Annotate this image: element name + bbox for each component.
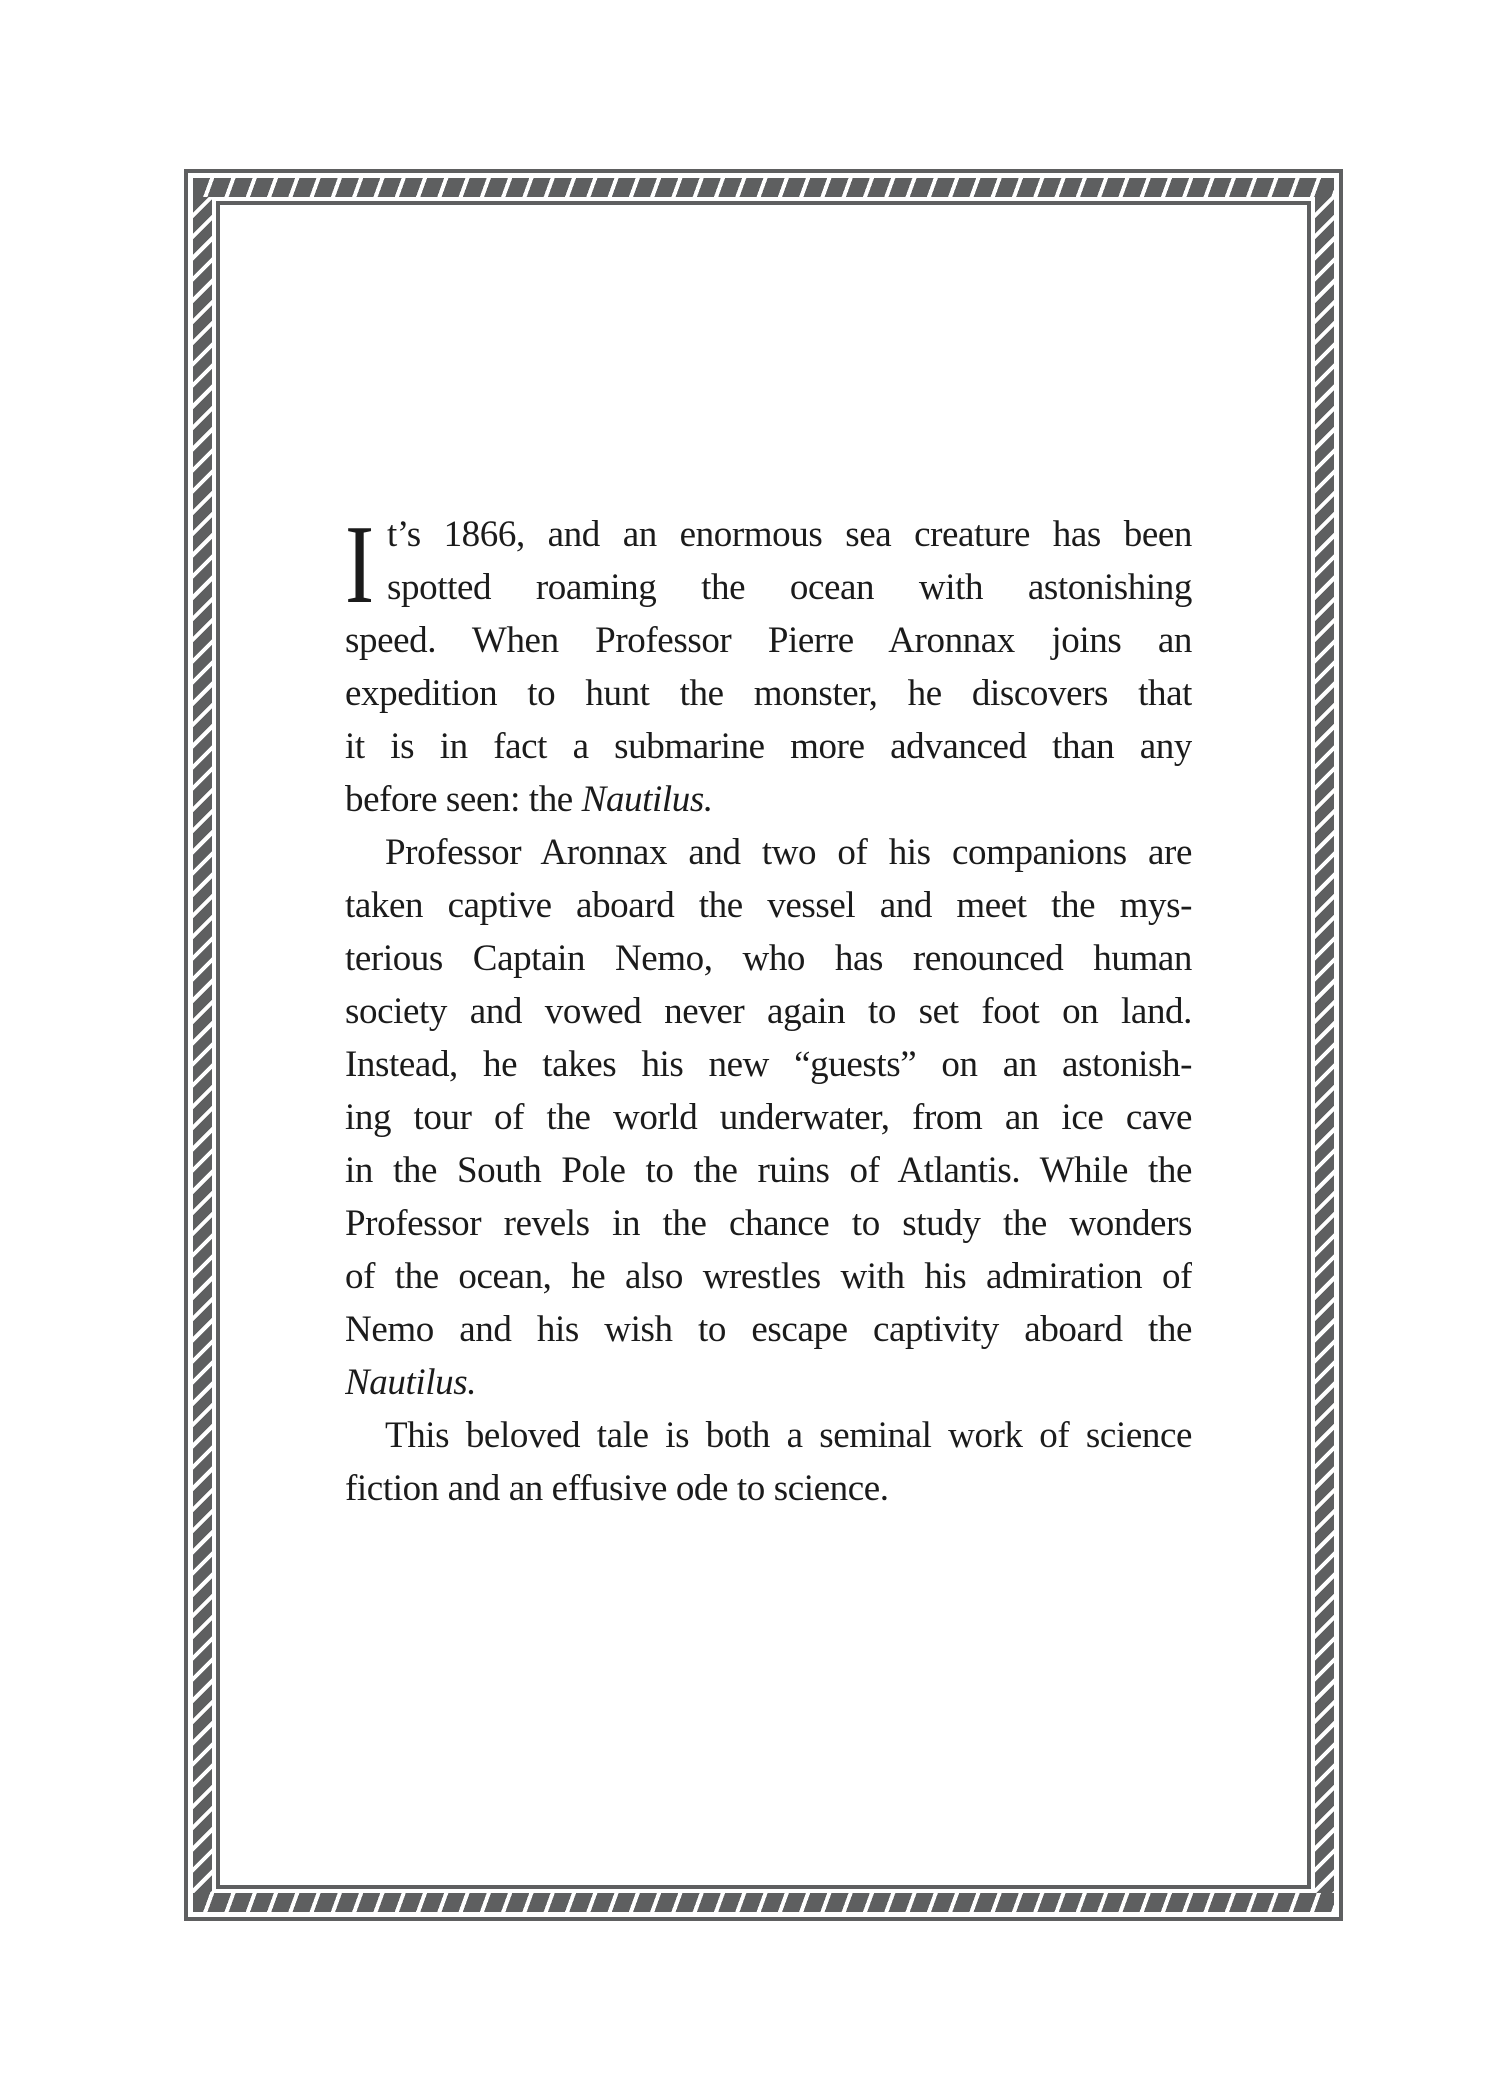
text-segment: Instead, he takes his new “guests” on an astonish- — [345, 1044, 1192, 1085]
text-segment: expedition to hunt the monster, he discovers that — [345, 673, 1192, 714]
rope-border-right — [1315, 197, 1334, 1893]
rope-border-left — [193, 197, 212, 1893]
decorative-rope-border — [184, 169, 1343, 1921]
text-segment: it is in fact a submarine more advanced than any — [345, 726, 1192, 767]
text-line — [345, 773, 1192, 826]
text-line — [345, 1409, 1192, 1462]
rope-band — [193, 178, 1334, 1912]
text-segment: Professor revels in the chance to study the wonders — [345, 1203, 1192, 1244]
text-segment: t’s 1866, and an enormous sea creature has been — [387, 514, 1192, 555]
text-segment: fiction and an effusive ode to science. — [345, 1468, 889, 1509]
text-segment: taken captive aboard the vessel and meet the mys- — [345, 885, 1192, 926]
text-line — [345, 720, 1192, 773]
italic-text-segment: Nautilus. — [581, 779, 713, 820]
rope-border-top — [193, 178, 1334, 197]
text-line — [345, 1038, 1192, 1091]
text-segment: speed. When Professor Pierre Aronnax joins an — [345, 620, 1192, 661]
text-line — [345, 1091, 1192, 1144]
text-segment: terious Captain Nemo, who has renounced human — [345, 938, 1192, 979]
text-line — [345, 1462, 1192, 1515]
text-line — [345, 879, 1192, 932]
text-segment: society and vowed never again to set foot on land. — [345, 991, 1192, 1032]
text-segment: in the South Pole to the ruins of Atlantis. While the — [345, 1150, 1192, 1191]
text-line — [345, 1197, 1192, 1250]
text-segment: before seen: the — [345, 779, 582, 820]
text-line — [345, 932, 1192, 985]
text-line — [345, 614, 1192, 667]
book-blurb — [345, 503, 1192, 1515]
text-line — [345, 826, 1192, 879]
drop-cap-letter: I — [345, 503, 374, 627]
text-line — [345, 667, 1192, 720]
italic-text-segment: Nautilus. — [345, 1362, 477, 1403]
text-segment: Nemo and his wish to escape captivity aboard the — [345, 1309, 1192, 1350]
text-line — [345, 1356, 1192, 1409]
text-segment: ing tour of the world underwater, from an ice cave — [345, 1097, 1192, 1138]
text-segment: This beloved tale is both a seminal work of science — [385, 1415, 1192, 1456]
text-line — [345, 1144, 1192, 1197]
text-segment: Professor Aronnax and two of his companions are — [385, 832, 1192, 873]
text-line — [345, 561, 1192, 614]
text-segment: spotted roaming the ocean with astonishing — [387, 567, 1192, 608]
rope-border-bottom — [193, 1893, 1334, 1912]
text-segment: of the ocean, he also wrestles with his admiration of — [345, 1256, 1192, 1297]
text-line — [345, 985, 1192, 1038]
text-line — [345, 1250, 1192, 1303]
text-line — [345, 1303, 1192, 1356]
page-content-area — [216, 201, 1311, 1889]
text-line — [345, 508, 1192, 561]
